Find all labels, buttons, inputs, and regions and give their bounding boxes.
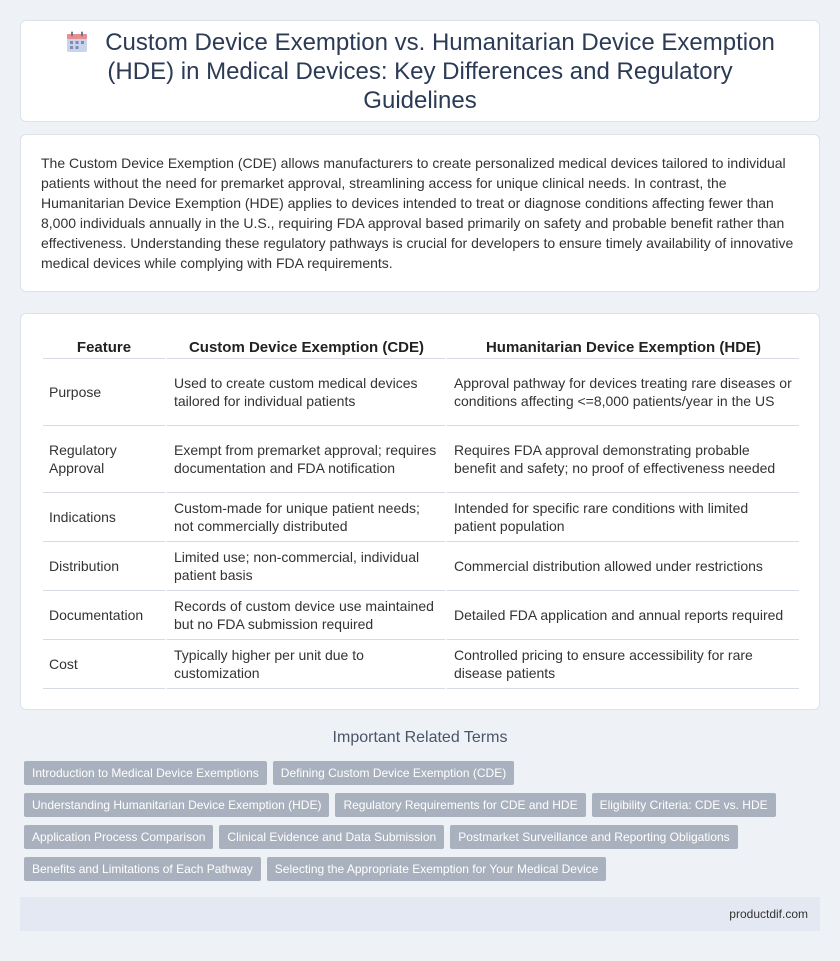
related-term-tag[interactable]: Eligibility Criteria: CDE vs. HDE bbox=[592, 793, 776, 817]
hde-cell: Requires FDA approval demonstrating probable benefit and safety; no proof of effectiveness needed bbox=[445, 426, 799, 493]
related-term-tag[interactable]: Postmarket Surveillance and Reporting Obligations bbox=[450, 825, 737, 849]
footer-site[interactable]: productdif.com bbox=[729, 907, 808, 921]
cde-cell: Typically higher per unit due to customization bbox=[165, 640, 445, 689]
hde-cell: Controlled pricing to ensure accessibility for rare disease patients bbox=[445, 640, 799, 689]
table-row bbox=[43, 640, 799, 689]
table-row bbox=[43, 591, 799, 640]
footer bbox=[20, 897, 820, 931]
related-term-tag[interactable]: Benefits and Limitations of Each Pathway bbox=[24, 857, 261, 881]
related-term-tag[interactable]: Clinical Evidence and Data Submission bbox=[219, 825, 444, 849]
intro-paragraph: The Custom Device Exemption (CDE) allows manufacturers to create personalized medical devices tailored to individual patients without the need for premarket approval, streamlining access for unique clinical needs. In contrast, the Humanitarian Device Exemption (HDE) applies to devices intended to treat or diagnose conditions affecting fewer than 8,000 individuals annually in the U.S., requiring FDA approval based primarily on safety and probable benefit rather than effectiveness. Understanding these regulatory pathways is crucial for developers to ensure timely availability of innovative medical devices while complying with FDA requirements. bbox=[41, 155, 794, 271]
cde-cell: Limited use; non-commercial, individual patient basis bbox=[165, 542, 445, 591]
table-row bbox=[43, 493, 799, 542]
feature-cell: Purpose bbox=[43, 359, 165, 426]
related-term-tag[interactable]: Application Process Comparison bbox=[24, 825, 213, 849]
table-row bbox=[43, 542, 799, 591]
feature-cell: Documentation bbox=[43, 591, 165, 640]
title-card bbox=[20, 20, 820, 122]
related-term-tag[interactable]: Selecting the Appropriate Exemption for Your Medical Device bbox=[267, 857, 607, 881]
hde-cell: Approval pathway for devices treating rare diseases or conditions affecting <=8,000 patients/year in the US bbox=[445, 359, 799, 426]
page-title-text: Custom Device Exemption vs. Humanitarian Device Exemption (HDE) in Medical Devices: Key Differences and Regulatory Guidelines bbox=[105, 28, 775, 114]
hde-cell: Detailed FDA application and annual reports required bbox=[445, 591, 799, 640]
cde-cell: Records of custom device use maintained but no FDA submission required bbox=[165, 591, 445, 640]
header-cde: Custom Device Exemption (CDE) bbox=[165, 332, 445, 359]
related-term-tag[interactable]: Introduction to Medical Device Exemptions bbox=[24, 761, 267, 785]
table-header-row bbox=[43, 332, 799, 359]
header-feature: Feature bbox=[43, 332, 165, 359]
related-term-tag[interactable]: Regulatory Requirements for CDE and HDE bbox=[335, 793, 585, 817]
hde-cell: Intended for specific rare conditions with limited patient population bbox=[445, 493, 799, 542]
table-row bbox=[43, 359, 799, 426]
page-title bbox=[51, 28, 789, 115]
intro-card bbox=[20, 134, 820, 292]
feature-cell: Indications bbox=[43, 493, 165, 542]
comparison-table-card bbox=[20, 313, 820, 710]
feature-cell: Distribution bbox=[43, 542, 165, 591]
related-terms-title: Important Related Terms bbox=[332, 729, 508, 746]
hde-cell: Commercial distribution allowed under restrictions bbox=[445, 542, 799, 591]
cde-cell: Custom-made for unique patient needs; not commercially distributed bbox=[165, 493, 445, 542]
related-terms-section bbox=[20, 729, 820, 881]
related-terms-tags bbox=[20, 761, 820, 881]
related-term-tag[interactable]: Understanding Humanitarian Device Exemption (HDE) bbox=[24, 793, 329, 817]
related-term-tag[interactable]: Defining Custom Device Exemption (CDE) bbox=[273, 761, 514, 785]
comparison-table bbox=[43, 332, 799, 689]
table-row bbox=[43, 426, 799, 493]
feature-cell: Regulatory Approval bbox=[43, 426, 165, 493]
feature-cell: Cost bbox=[43, 640, 165, 689]
calendar-icon bbox=[65, 31, 91, 53]
cde-cell: Used to create custom medical devices tailored for individual patients bbox=[165, 359, 445, 426]
header-hde: Humanitarian Device Exemption (HDE) bbox=[445, 332, 799, 359]
cde-cell: Exempt from premarket approval; requires documentation and FDA notification bbox=[165, 426, 445, 493]
